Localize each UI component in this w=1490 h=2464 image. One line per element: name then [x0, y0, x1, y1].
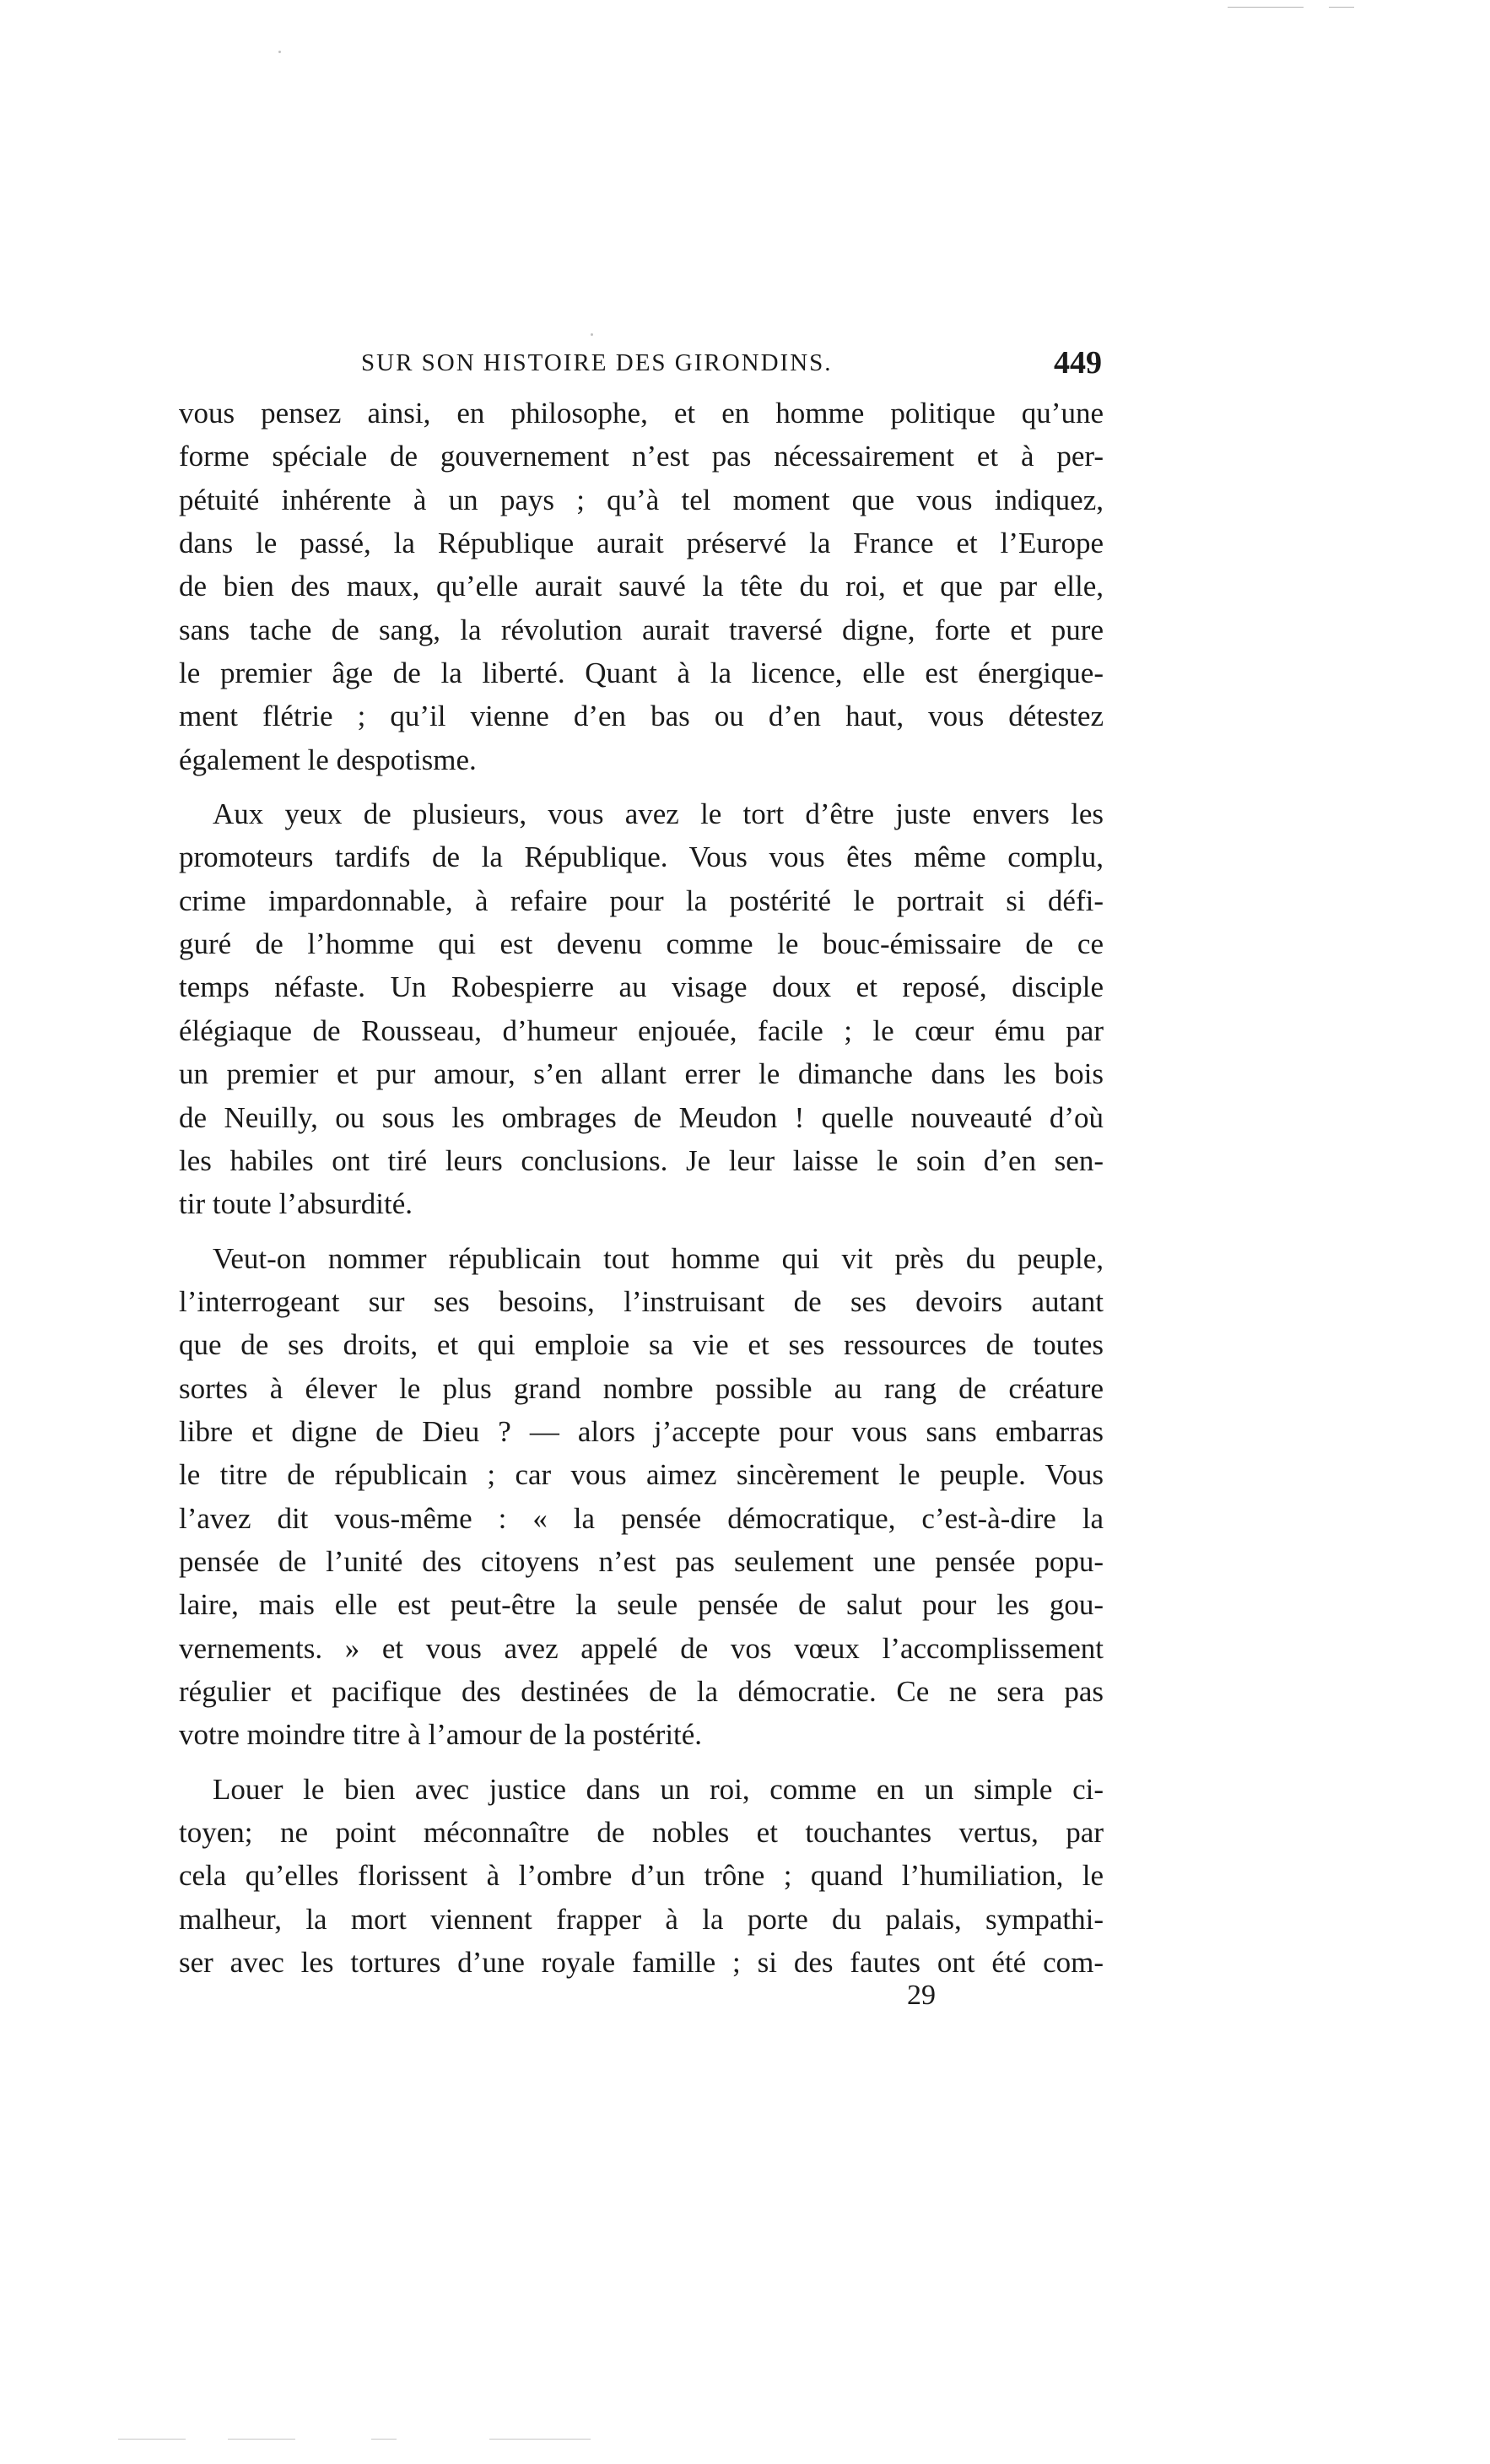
text-line: l’avez dit vous-même : « la pensée démocratique, c’est-à-dire la	[179, 1501, 1104, 1535]
text-line: les habiles ont tiré leurs conclusions. Je leur laisse le soin d’en sen-	[179, 1143, 1104, 1177]
bottom-edge-mark	[371, 2439, 397, 2440]
text-line: pétuité inhérente à un pays ; qu’à tel moment que vous indiquez,	[179, 483, 1104, 516]
text-line: votre moindre titre à l’amour de la postérité.	[179, 1718, 703, 1752]
text-line: promoteurs tardifs de la République. Vous vous êtes même complu,	[179, 840, 1104, 874]
page-number: 449	[1054, 345, 1102, 381]
page-speck	[278, 51, 281, 53]
text-line: de Neuilly, ou sous les ombrages de Meudon ! quelle nouveauté d’où	[179, 1100, 1104, 1134]
text-line: également le despotisme.	[179, 743, 477, 776]
text-line: temps néfaste. Un Robespierre au visage doux et reposé, disciple	[179, 970, 1104, 1004]
text-line: pensée de l’unité des citoyens n’est pas seulement une pensée popu-	[179, 1544, 1104, 1578]
text-line: forme spéciale de gouvernement n’est pas nécessairement et à per-	[179, 440, 1104, 473]
text-line: toyen; ne point méconnaître de nobles et touchantes vertus, par	[179, 1816, 1104, 1849]
text-line: tir toute l’absurdité.	[179, 1187, 413, 1221]
top-right-rule	[1228, 7, 1304, 8]
text-line: l’interrogeant sur ses besoins, l’instruisant de ses devoirs autant	[179, 1284, 1104, 1318]
page-speck	[591, 333, 593, 336]
paragraph-start-line: Aux yeux de plusieurs, vous avez le tort d’être juste envers les	[213, 797, 1104, 831]
text-line: régulier et pacifique des destinées de la démocratie. Ce ne sera pas	[179, 1674, 1104, 1708]
text-line: ment flétrie ; qu’il vienne d’en bas ou d’en haut, vous détestez	[179, 700, 1104, 733]
text-line: malheur, la mort viennent frapper à la porte du palais, sympathi-	[179, 1902, 1104, 1936]
bottom-edge-mark	[489, 2439, 591, 2440]
text-line: crime impardonnable, à refaire pour la postérité le portrait si défi-	[179, 883, 1104, 917]
bottom-edge-mark	[228, 2439, 295, 2440]
paragraph-start-line: Veut-on nommer républicain tout homme qui vit près du peuple,	[213, 1241, 1104, 1275]
top-right-rule-short	[1329, 7, 1354, 8]
text-line: laire, mais elle est peut-être la seule pensée de salut pour les gou-	[179, 1588, 1104, 1622]
text-line: cela qu’elles florissent à l’ombre d’un trône ; quand l’humiliation, le	[179, 1859, 1104, 1893]
running-title: SUR SON HISTOIRE DES GIRONDINS.	[361, 349, 833, 376]
text-line: sortes à élever le plus grand nombre possible au rang de créature	[179, 1371, 1104, 1405]
text-line: de bien des maux, qu’elle aurait sauvé la tête du roi, et que par elle,	[179, 570, 1104, 603]
text-line: ser avec les tortures d’une royale famille ; si des fautes ont été com-	[179, 1946, 1104, 1980]
text-line: que de ses droits, et qui emploie sa vie et ses ressources de toutes	[179, 1328, 1104, 1362]
text-line: vous pensez ainsi, en philosophe, et en homme politique qu’une	[179, 397, 1104, 430]
text-line: élégiaque de Rousseau, d’humeur enjouée, facile ; le cœur ému par	[179, 1013, 1104, 1047]
text-line: vernements. » et vous avez appelé de vos vœux l’accomplissement	[179, 1631, 1104, 1665]
paragraph-start-line: Louer le bien avec justice dans un roi, comme en un simple ci-	[213, 1772, 1104, 1806]
signature-mark: 29	[907, 1980, 936, 2011]
body-text	[179, 392, 1104, 1984]
text-line: dans le passé, la République aurait préservé la France et l’Europe	[179, 527, 1104, 560]
text-line: libre et digne de Dieu ? — alors j’accepte pour vous sans embarras	[179, 1414, 1104, 1448]
text-line: sans tache de sang, la révolution aurait traversé digne, forte et pure	[179, 613, 1104, 646]
text-line: un premier et pur amour, s’en allant errer le dimanche dans les bois	[179, 1057, 1104, 1091]
running-header	[361, 342, 1102, 384]
text-line: le premier âge de la liberté. Quant à la licence, elle est énergique-	[179, 657, 1104, 690]
text-line: guré de l’homme qui est devenu comme le bouc-émissaire de ce	[179, 927, 1104, 961]
bottom-edge-mark	[118, 2439, 186, 2440]
text-line: le titre de républicain ; car vous aimez sincèrement le peuple. Vous	[179, 1458, 1104, 1492]
